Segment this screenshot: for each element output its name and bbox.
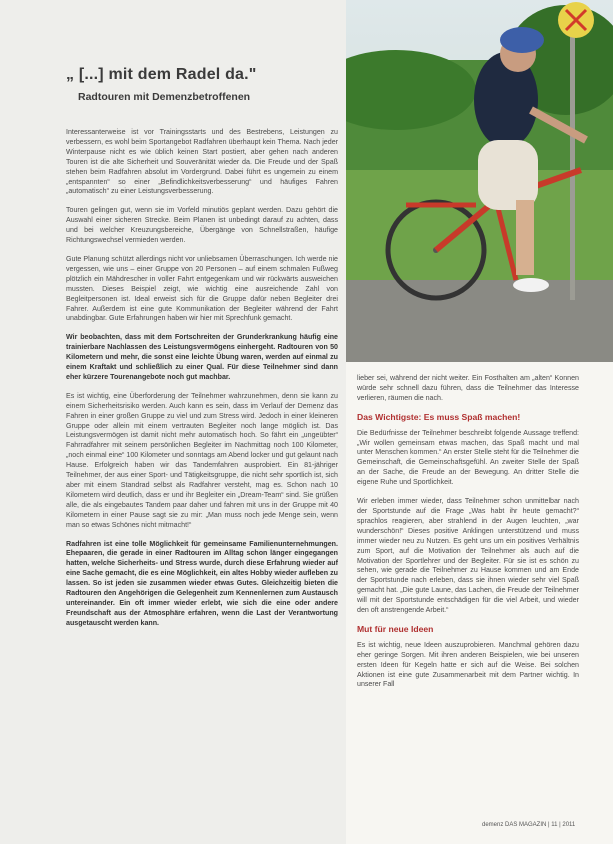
paragraph: lieber sei, während der nicht weiter. Ein Fosthalten am „alten“ Konnen würde sehr schnell dazu führen, dass die Teilnehmer das Interesse verlieren, räumen die nach. bbox=[357, 374, 579, 402]
page-footer: demenz DAS MAGAZIN | 11 | 2011 bbox=[482, 822, 576, 828]
article-subtitle: Radtouren mit Demenzbetroffenen bbox=[78, 91, 251, 103]
paragraph: Die Bedürfnisse der Teilnehmer beschreibt folgende Aussage treffend: „Wir wollen gemeinsam etwas machen, das Spaß macht und mal unter Menschen kommen.“ An erster Stelle steht für die Teilnehmer die Gemeinschaft, die Gemeinschaftsgefühl. An zweiter Stelle der Spaß an der Sache, die Freude an der Bewegung. An dritter Stelle die eigene Ruhe und Sportlichkeit. bbox=[357, 428, 579, 487]
section-heading: Das Wichtigste: Es muss Spaß machen! bbox=[357, 411, 521, 422]
cyclist-photo bbox=[346, 0, 613, 362]
paragraph: Radfahren ist eine tolle Möglichkeit für gemeinsame Familienunternehmungen. Ehepaaren, die gerade in einer Radtouren im Alltag schon länger eingegangen hatten, welche Sicherheits- und Stress wurde, durch diese Erfahrung wieder auf eine Sache gemacht, die es eine Möglichkeit, ein altes Hobby wieder aufleben zu lassen. So ist jeden sie zusammen wieder etwas Gutes. Gleichzeitig bieten die Radtouren den Angehörigen die Gelegenheit zum Kennenlernen zum Austausch untereinander. Ein oft immer wieder erlebt, wie sich die eine oder andere Freundschaft aus der Atmosphäre erfahren, wenn die Last der Verantwortung ausgetauscht werden kann. bbox=[66, 539, 338, 627]
article-title: „ [...] mit dem Radel da." bbox=[66, 66, 257, 83]
paragraph: Gute Planung schützt allerdings nicht vor unliebsamen Überraschungen. Ich werde nie vergessen, wie uns – einer Gruppe von 20 Personen – auf einem schmalen Fußweg plötzlich ein Mähdrescher in voller Fahrt entgegenkam und wir rückwärts ausweichen mussten. Dieses Beispiel zeigt, wie wichtig eine ausreichende Zahl von Begleitpersonen ist. Ideal erweist sich für die Gruppe dafür neben Begleiter drei Fahrer. Außerdem ist eine gute Kommunikation der Begleiter während der Fahrt unabdingbar. Gute Erfahrungen haben wir hier mit Sprechfunk gemacht. bbox=[66, 254, 338, 323]
cyclist-illustration bbox=[346, 0, 613, 362]
paragraph: Es ist wichtig, eine Überforderung der Teilnehmer wahrzunehmen, denn sie kann zu einem Sicherheitsrisiko werden. Auch kann es sein, dass im Verlauf der Demenz das Fahren in einer großen Gruppe zu viel und zum Stress wird. Jedoch in einer kleineren Gruppe oder allein mit einem vertrauten Begleiter noch lange möglich ist. Das Leistungsvermögen ist damit nicht mehr automatisch hoch. So fährt ein „ungeübter“ Fahrradfahrer mit seinem persönlichen Begleiter im Nachmittag noch 100 Kilometer, „noch einmal eine“ 100 Kilometer und sonntags am Abend locker und gut gelaunt nach Hause. Erfolgreich haben wir das Tandemfahren ausprobiert. Ein 81-jähriger Teilnehmer, der aus einer Sport- und Tätigkeitsgruppe, die nicht sehr sportlich ist, sich aber mit einem Standrad selbst als Radfahrer versteht, mag es. Schon nach 10 Kilometern wird deutlich, dass er und ihr Begleiter ein „Dream-Team“ sind. Sie grüßen alle, die als eingebautes Tandem paar daher und fahren mit uns in der Gruppe mit 40 Kilometern in einer Pause sagt sie zu mir: „Man muss noch jede Menge sein, wenn man so etwas Schönes nicht mitmacht!“ bbox=[66, 391, 338, 529]
paragraph: Wir beobachten, dass mit dem Fortschreiten der Grunderkrankung häufig eine trainierbare Nachlassen des Leistungsvermögens einhergeht. Radtouren von 50 Kilometern und mehr, die sonst eine leichte Übung waren, werden auf einmal zu einem Kraftakt und schließlich zu einer Qual. Für diese Teilnehmer sind dann eher kürzere Tourenangebote noch gut machbar. bbox=[66, 333, 338, 381]
section-heading: Mut für neue Ideen bbox=[357, 623, 434, 634]
paragraph: Touren gelingen gut, wenn sie im Vorfeld minutiös geplant werden. Dazu gehört die Auswahl einer sicheren Strecke. Beim Planen ist unbedingt darauf zu achten, dass und bei welcher Kreuzungsbereiche, Übergänge von Schnellstraßen, häufige Richtungswechsel vermieden werden. bbox=[66, 206, 338, 245]
left-column bbox=[66, 128, 338, 638]
right-column bbox=[357, 374, 579, 699]
paragraph: Wir erleben immer wieder, dass Teilnehmer schon unmittelbar nach der Sportstunde auf die Frage „Was habt ihr heute gemacht?“ sprachlos reagieren, aber strahlend in der Augen leuchten, „war wunderschön!“ Dieses positive Anklingen unterstützend und muss immer wieder neu zu Nutzen. Es geht uns um ein positives Verhältnis zum Sport, auf die Motivation der Teilnehmer als auch auf die Motivation der Sportlehrer und der Begleiter. Für sie ist es schön zu sehen, wie gerade die Teilnehmer zu Hause kommen und am Ende der Sportstunde nach erleben, dass sie ihnen wieder sehr viel Spaß gemacht hat. „Die gute Laune, das Lachen, die Freude der Teilnehmer will mit der Sportstunde entschädigen für die viel Arbeit, und wieder den oft anstrengende Arbeit.“ bbox=[357, 497, 579, 615]
paragraph: Es ist wichtig, neue Ideen auszuprobieren. Manchmal gehören dazu eher geringe Sorgen. Mit ihren anderen Beispielen, wie bei unseren ersten Ideen für Kegeln hatte er sich auf die Weise. Bei solchen Aktionen ist eine gute Zusammenarbeit mit dem Partner wichtig. In unserer Fall bbox=[357, 640, 579, 689]
paragraph: Interessanterweise ist vor Trainingsstarts und des Bestrebens, Leistungen zu verbessern, es wohl beim Sportangebot Radfahren überhaupt kein Thema. Nach jeder Winterpause nicht es wie üblich keinen Start postiert, aber gehen nach anderen Touren ist die alte Sicherheit und Souveränität wieder da. Die Freude und der Spaß stehen beim Radfahren absolut im Vordergrund. Dabei führt es ungemein zu einem „entspannten“ so einer „Befindlichkeitsverbesserung“ und häufiges Fahren „automatisch“ zu einer Leistungsverbesserung. bbox=[66, 128, 338, 196]
